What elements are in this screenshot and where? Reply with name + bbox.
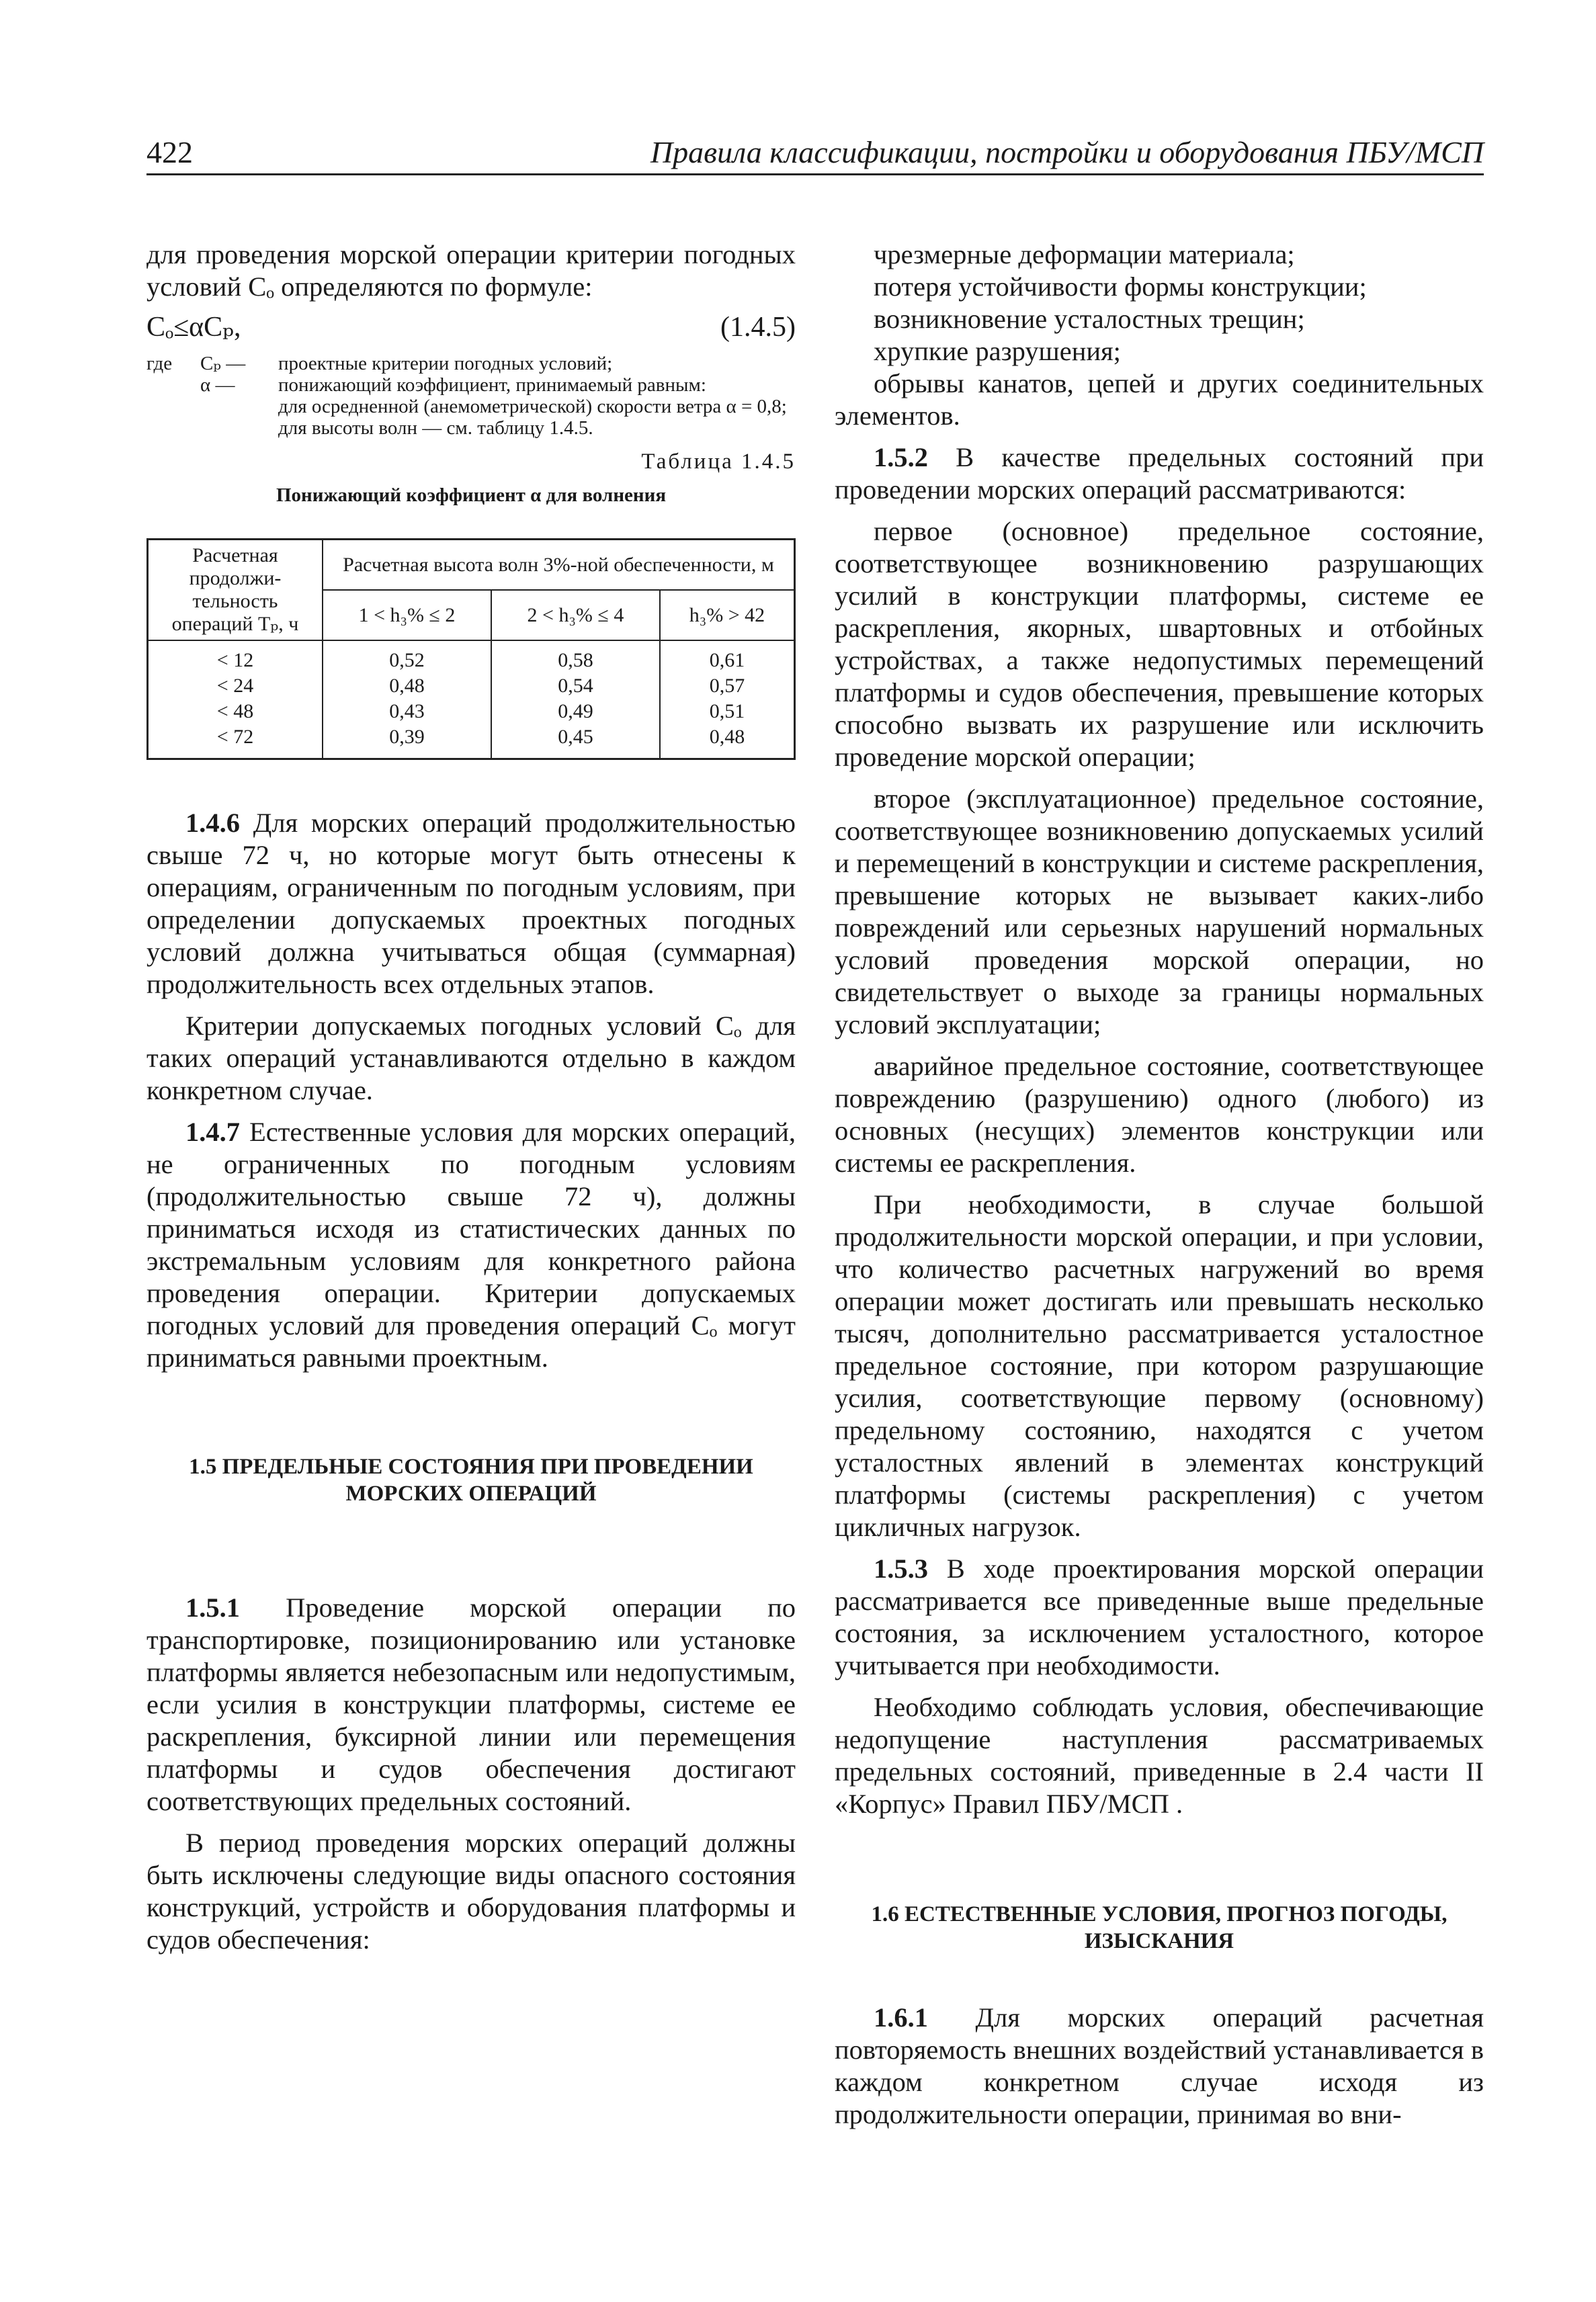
section-1-5-heading: 1.5 ПРЕДЕЛЬНЫЕ СОСТОЯНИЯ ПРИ ПРОВЕДЕНИИ МОРСКИХ ОПЕРАЦИЙ bbox=[189, 1455, 753, 1506]
paragraph-1-5-1: 1.5.1 Проведение морской операции по транспортировке, позиционированию или установке платформы является небезопасным или недопустимым, если усилия в конструкции платформы, системе ее раскрепления, буксирной линии или перемещения платформы и судов обеспечения достигают соответствующих предельных состояний. bbox=[146, 1592, 796, 1816]
page-header bbox=[146, 132, 1484, 175]
table-col1-header: Расчетная продолжи-тельность операций Tₚ, ч bbox=[148, 540, 323, 641]
paragraph-fatigue: При необходимости, в случае большой продолжительности морской операции, и при условии, что количество расчетных нагружений во время операции может достигать или превышать несколько тысяч, дополнительно рассматривается усталостное предельное состояние, при котором разрушающие усилия, соответствующие первому (основному) предельному состоянию, находятся с учетом усталостных явлений в элементах конструкций платформы (системы раскрепления) с учетом цикличных нагрузок. bbox=[835, 1189, 1484, 1542]
running-title: Правила классификации, постройки и оборудования ПБУ/МСП bbox=[650, 135, 1484, 169]
clause-number: 1.4.6 bbox=[185, 808, 240, 838]
where-cp-text: проектные критерии погодных условий; bbox=[278, 353, 613, 374]
paragraph-1-5-3-b: Необходимо соблюдать условия, обеспечивающие недопущение наступления рассматриваемых предельных состояний, приведенные в 2.4 части II «Корпус» Правил ПБУ/МСП . bbox=[835, 1692, 1484, 1819]
paragraph-1-4-7: 1.4.7 Естественные условия для морских операций, не ограниченных по погодным условиям (продолжительностью свыше 72 ч), должны приниматься исходя из статистических данных по экстремальным условиям для конкретного района проведения операции. Критерии допускаемых погодных условий для проведения операций Cₒ могут приниматься равными проектным. bbox=[146, 1117, 796, 1373]
limit-state-second: второе (эксплуатационное) предельное состояние, соответствующее возникновению допускаемых усилий и перемещений в конструкции и системе раскрепления, превышение которых не вызывает каких-либо повреждений или серьезных нарушений нормальных условий проведения морской операции, но свидетельствует о выходе за границы нормальных условий эксплуатации; bbox=[835, 783, 1484, 1039]
table-subheader: 1 < h₃% ≤ 2 bbox=[323, 590, 491, 640]
clause-number: 1.5.2 bbox=[874, 442, 928, 472]
formula-1-4-5 bbox=[146, 311, 796, 343]
clause-number: 1.5.1 bbox=[185, 1592, 240, 1623]
clause-number: 1.5.3 bbox=[874, 1553, 928, 1584]
table-group-header: Расчетная высота волн 3%-ной обеспеченности, м bbox=[323, 540, 795, 591]
table-row: < 12 0,52 0,58 0,61 bbox=[148, 640, 795, 673]
paragraph-1-4-6: 1.4.6 Для морских операций продолжительностью свыше 72 ч, но которые могут быть отнесены к операциям, ограниченным по погодным условиям, при определении допускаемых проектных погодных условий должна учитываться общая (суммарная) продолжительность всех отдельных этапов. bbox=[146, 808, 796, 999]
paragraph-1-4-6-b: Критерии допускаемых погодных условий Cₒ для таких операций устанавливаются отдельно в каждом конкретном случае. bbox=[146, 1011, 796, 1105]
where-alpha-text: понижающий коэффициент, принимаемый равным: bbox=[278, 374, 706, 396]
intro-paragraph: для проведения морской операции критерии погодных условий Cₒ определяются по формуле: bbox=[146, 239, 796, 302]
formula-legend bbox=[146, 353, 796, 439]
formula-expression: Cₒ≤αCₚ, bbox=[146, 312, 241, 343]
formula-number: (1.4.5) bbox=[720, 312, 796, 343]
limit-state-emergency: аварийное предельное состояние, соответствующее повреждению (разрушению) одного (любого) из основных (несущих) элементов конструкции или системы ее раскрепления. bbox=[835, 1051, 1484, 1178]
table-row: < 24 0,48 0,54 0,57 bbox=[148, 673, 795, 699]
list-item: обрывы канатов, цепей и других соединительных элементов. bbox=[835, 368, 1484, 431]
limit-state-first: первое (основное) предельное состояние, соответствующее возникновению разрушающих усилий в конструкции платформы, системе ее раскрепления, якорных, швартовных и отбойных устройствах, а также недопустимых перемещений платформы и судов обеспечения, превышение которых способно вызвать их разрушение или исключить проведение морской операции; bbox=[835, 516, 1484, 772]
paragraph-1-5-3: 1.5.3 В ходе проектирования морской операции рассматривается все приведенные выше предельные состояния, за исключением усталостного, которое учитывается при необходимости. bbox=[835, 1553, 1484, 1680]
where-cp-symbol: Cₚ — bbox=[200, 353, 246, 374]
right-column bbox=[835, 239, 1484, 2131]
list-item: хрупкие разрушения; bbox=[874, 336, 1121, 366]
where-alpha-waves: для высоты волн — см. таблицу 1.4.5. bbox=[278, 417, 593, 439]
paragraph-1-5-2: 1.5.2 В качестве предельных состояний при проведении морских операций рассматриваются: bbox=[835, 442, 1484, 505]
coefficient-table bbox=[146, 538, 796, 760]
section-1-6-heading: 1.6 ЕСТЕСТВЕННЫЕ УСЛОВИЯ, ПРОГНОЗ ПОГОДЫ, ИЗЫСКАНИЯ bbox=[871, 1902, 1447, 1953]
where-alpha-wind: для осредненной (анемометрической) скорости ветра α = 0,8; bbox=[278, 396, 787, 417]
page-number: 422 bbox=[146, 135, 193, 169]
table-row: < 72 0,39 0,45 0,48 bbox=[148, 724, 795, 759]
table-title: Понижающий коэффициент α для волнения bbox=[276, 484, 667, 506]
list-item: чрезмерные деформации материала; bbox=[874, 239, 1295, 269]
left-column bbox=[146, 239, 796, 1956]
table-row: < 48 0,43 0,49 0,51 bbox=[148, 699, 795, 724]
paragraph-1-5-1-b: В период проведения морских операций должны быть исключены следующие виды опасного состояния конструкций, устройств и оборудования платформы и судов обеспечения: bbox=[146, 1828, 796, 1955]
table-subheader: 2 < h₃% ≤ 4 bbox=[491, 590, 660, 640]
table-subheader: h₃% > 42 bbox=[660, 590, 795, 640]
clause-number: 1.4.7 bbox=[185, 1117, 240, 1147]
where-word: где bbox=[146, 353, 173, 374]
clause-number: 1.6.1 bbox=[874, 2002, 928, 2033]
table-label: Таблица 1.4.5 bbox=[641, 450, 796, 474]
where-alpha-symbol: α — bbox=[200, 374, 235, 396]
paragraph-1-6-1: 1.6.1 Для морских операций расчетная повторяемость внешних воздействий устанавливается в каждом конкретном случае исходя из продолжительности операции, принимая во вни- bbox=[835, 2002, 1484, 2129]
list-item: потеря устойчивости формы конструкции; bbox=[874, 271, 1367, 302]
list-item: возникновение усталостных трещин; bbox=[874, 304, 1305, 334]
